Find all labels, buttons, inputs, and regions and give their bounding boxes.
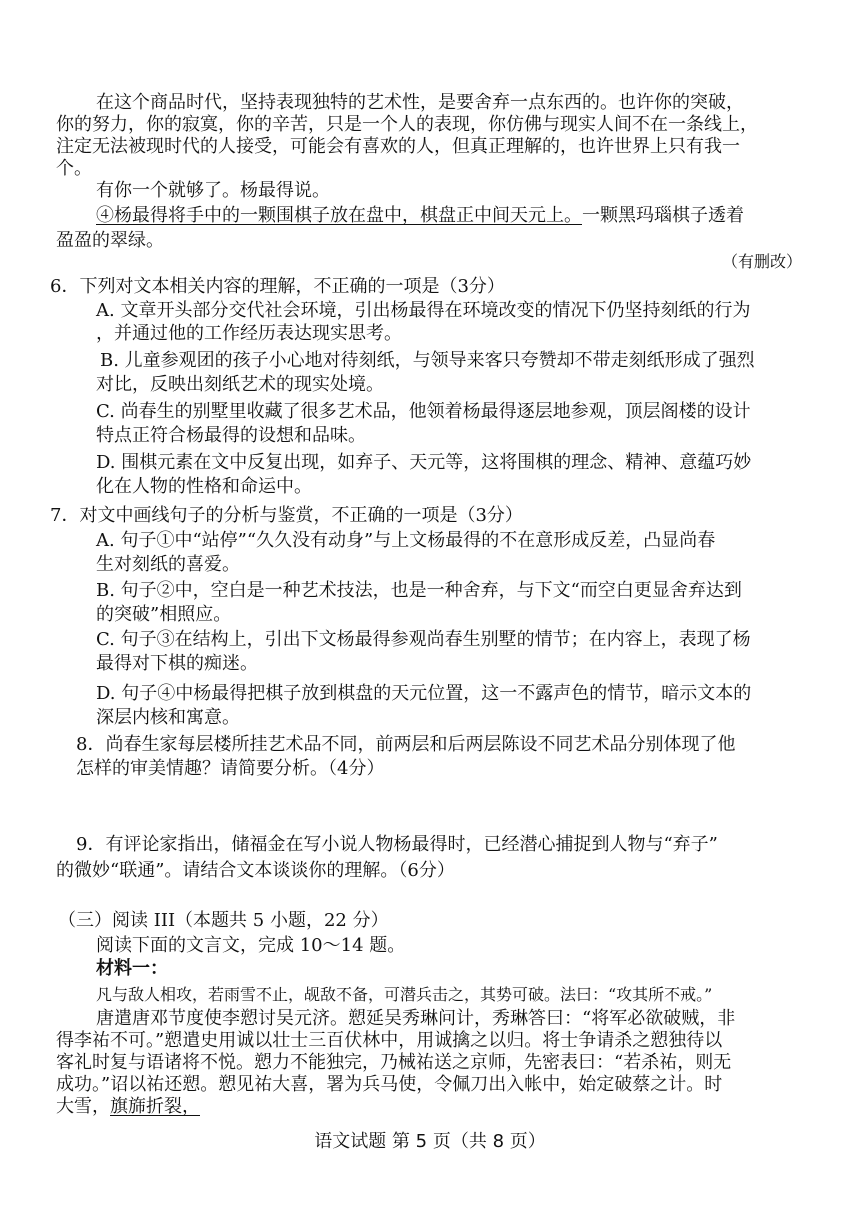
material-title: 材料一：: [96, 958, 168, 979]
q6-option-d: 化在人物的性格和命运中。: [96, 476, 312, 497]
q6-option-d: D. 围棋元素在文中反复出现，如弃子、天元等，这将围棋的理念、精神、意蕴巧妙: [96, 452, 752, 473]
page-footer: 语文试题 第 5 页（共 8 页）: [314, 1131, 546, 1152]
classical-text-line: 得李祐不可。”愬遣史用诚以壮士三百伏林中，用诚擒之以归。将士争请杀之愬独待以: [56, 1030, 723, 1051]
source-note: （有删改）: [721, 252, 802, 271]
passage-text: 一颗黑玛瑙棋子透着: [582, 205, 744, 226]
question-9: 的微妙“联通”。请结合文本谈谈你的理解。（6分）: [56, 860, 455, 881]
passage-line: 注定无法被现时代的人接受，可能会有喜欢的人，但真正理解的，也许世界上只有我一: [56, 136, 740, 157]
passage-line: 个。: [56, 158, 92, 179]
passage-line: 你的努力，你的寂寞，你的辛苦，只是一个人的表现，你仿佛与现实人间不在一条线上，: [56, 114, 758, 135]
question-8: 怎样的审美情趣？请简要分析。（4分）: [76, 758, 385, 779]
question-7-stem: 7．对文中画线句子的分析与鉴赏，不正确的一项是（3分）: [50, 505, 523, 526]
underlined-sentence-4: ④杨最得将手中的一颗围棋子放在盘中，棋盘正中间天元上。: [96, 205, 582, 226]
classical-text-line: 凡与敌人相攻，若雨雪不止，觇敌不备，可潜兵击之，其势可破。法曰：“攻其所不戒。”: [96, 985, 713, 1004]
section-heading: （三）阅读 III（本题共 5 小题，22 分）: [58, 910, 389, 931]
classical-text-line: 唐遣唐邓节度使李愬讨吴元济。愬延吴秀琳问计，秀琳答曰：“将军必欲破贼，非: [96, 1008, 736, 1029]
passage-line: 盈盈的翠绿。: [56, 230, 164, 251]
question-6-stem: 6．下列对文本相关内容的理解，不正确的一项是（3分）: [50, 276, 505, 297]
q7-option-d: 深层内核和寓意。: [96, 707, 240, 728]
question-8: 8．尚春生家每层楼所挂艺术品不同，前两层和后两层陈设不同艺术品分别体现了他: [76, 734, 736, 755]
q7-option-b: B. 句子②中，空白是一种艺术技法，也是一种舍弃，与下文“而空白更显舍弃达到: [96, 580, 742, 601]
q6-option-b: B. 儿童参观团的孩子小心地对待刻纸，与领导来客只夸赞却不带走刻纸形成了强烈: [100, 350, 755, 371]
q6-option-c: C. 尚春生的别墅里收藏了很多艺术品，他领着杨最得逐层地参观，顶层阁楼的设计: [96, 401, 751, 422]
q7-option-c: 最得对下棋的痴迷。: [96, 653, 258, 674]
q7-option-d: D. 句子④中杨最得把棋子放到棋盘的天元位置，这一不露声色的情节，暗示文本的: [96, 683, 752, 704]
q6-option-b: 对比，反映出刻纸艺术的现实处境。: [96, 374, 384, 395]
q6-option-c: 特点正符合杨最得的设想和品味。: [96, 425, 366, 446]
classical-text: 大雪，: [56, 1096, 110, 1117]
classical-text-line: 客礼时复与语诸将不悦。愬力不能独完，乃械祐送之京师，先密表曰：“若杀祐，则无: [56, 1052, 732, 1073]
q6-option-a: A. 文章开头部分交代社会环境，引出杨最得在环境改变的情况下仍坚持刻纸的行为: [96, 300, 751, 321]
section-instruction: 阅读下面的文言文，完成 10～14 题。: [96, 935, 406, 956]
q7-option-b: 的突破”相照应。: [96, 604, 232, 625]
classical-text-line: [56, 1096, 200, 1118]
question-9: 9．有评论家指出，储福金在写小说人物杨最得时，已经潜心捕捉到人物与“弃子”: [76, 834, 718, 855]
q6-option-a: ，并通过他的工作经历表达现实思考。: [96, 323, 402, 344]
underlined-phrase: 旗旆折裂，: [110, 1096, 200, 1117]
q7-option-a: A. 句子①中“站停”“久久没有动身”与上文杨最得的不在意形成反差，凸显尚春: [96, 530, 716, 551]
q7-option-a: 生对刻纸的喜爱。: [96, 554, 240, 575]
passage-line: [96, 205, 744, 227]
passage-line: 在这个商品时代，坚持表现独特的艺术性，是要舍弃一点东西的。也许你的突破，: [96, 92, 744, 113]
classical-text-line: 成功。”诏以祐还愬。愬见祐大喜，署为兵马使，令佩刀出入帐中，始定破蔡之计。时: [56, 1074, 723, 1095]
passage-line: 有你一个就够了。杨最得说。: [96, 180, 330, 201]
q7-option-c: C. 句子③在结构上，引出下文杨最得参观尚春生别墅的情节；在内容上，表现了杨: [96, 629, 751, 650]
